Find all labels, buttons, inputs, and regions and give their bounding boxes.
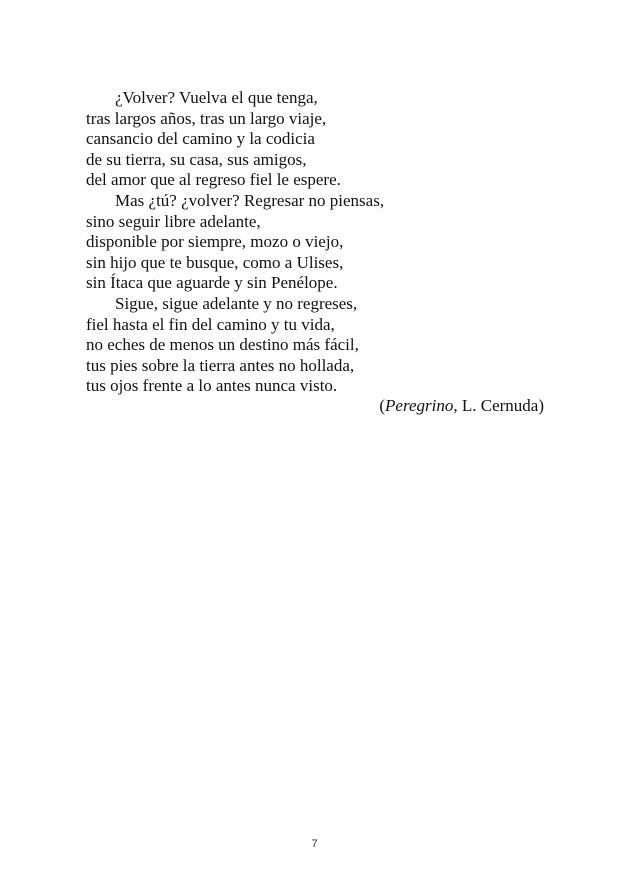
attribution-title: Peregrino [385,396,454,415]
attribution-author: , L. Cernuda) [453,396,544,415]
poem-line: tus pies sobre la tierra antes no hollada, [86,355,355,375]
poem-text [86,88,546,397]
poem-attribution [379,396,544,416]
poem-line: sin Ítaca que aguarde y sin Penélope. [86,273,338,293]
poem-line: Mas ¿tú? ¿volver? Regresar no piensas, [115,190,385,210]
poem-line: tras largos años, tras un largo viaje, [86,108,327,128]
poem-line: sino seguir libre adelante, [86,211,261,231]
poem-line: cansancio del camino y la codicia [86,129,315,149]
attribution-open-paren: ( [379,396,386,415]
poem-line: sin hijo que te busque, como a Ulises, [86,252,344,272]
page-number: 7 [311,838,318,850]
poem-line: disponible por siempre, mozo o viejo, [86,232,344,252]
poem-line: del amor que al regreso fiel le espere. [86,170,341,190]
poem-line: fiel hasta el fin del camino y tu vida, [86,314,335,334]
poem-line: tus ojos frente a lo antes nunca visto. [86,376,338,396]
poem-line: ¿Volver? Vuelva el que tenga, [115,88,318,107]
poem-line: de su tierra, su casa, sus amigos, [86,149,307,169]
poem-line: Sigue, sigue adelante y no regreses, [115,293,358,313]
poem-line: no eches de menos un destino más fácil, [86,335,359,355]
